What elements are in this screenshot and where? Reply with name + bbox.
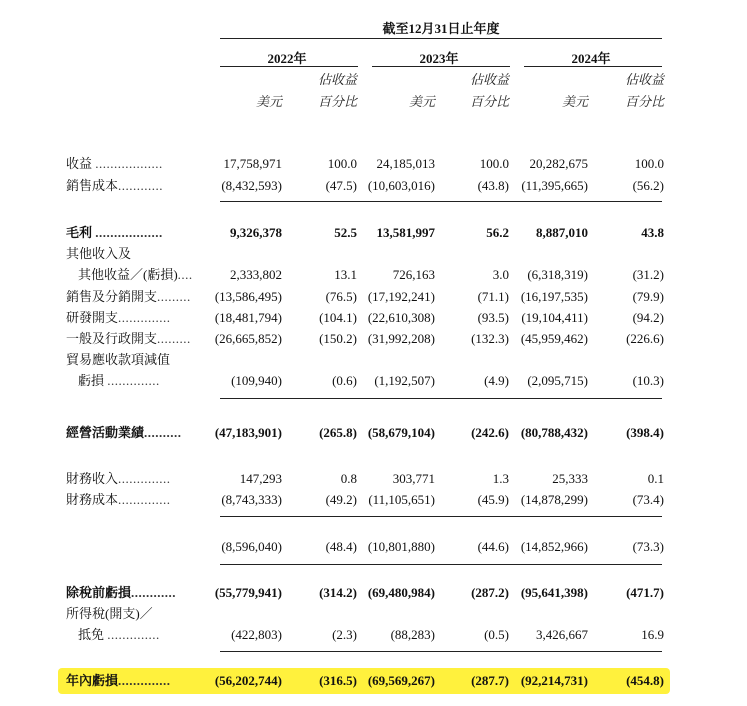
table-row-finance-costs (0, 489, 747, 511)
finance-costs-2022-pct: (49.2) (325, 492, 357, 507)
operating-block-rule (220, 398, 662, 399)
impairment-2024-usd: (2,095,715) (527, 373, 588, 388)
finance-costs-2024-usd: (14,878,299) (520, 492, 588, 507)
period-heading: 截至12月31日止年度 (382, 21, 500, 36)
loss-before-tax-2024-usd: (95,641,398) (520, 585, 588, 600)
loss-for-year-2024-pct: (454.8) (626, 673, 664, 688)
row-label: 毛利 .................. (66, 225, 163, 240)
revenue-2022-usd: 17,758,971 (223, 156, 282, 171)
other-gains-2024-pct: (31.2) (632, 267, 664, 282)
other-gains-2023-pct: 3.0 (492, 267, 509, 282)
impairment-2024-pct: (10.3) (632, 373, 664, 388)
finance-income-2022-pct: 0.8 (340, 471, 357, 486)
other-gains-2024-usd: (6,318,319) (527, 267, 588, 282)
rnd-expenses-2022-usd: (18,481,794) (214, 310, 282, 325)
usd-header-2023: 美元 (408, 94, 435, 109)
table-row-other-gains (0, 264, 747, 286)
net-finance-costs-2024-usd: (14,852,966) (520, 539, 588, 554)
table-row-income-tax-heading (0, 603, 747, 625)
table-row-finance-income (0, 468, 747, 490)
cost-of-sales-2023-usd: (10,603,016) (367, 178, 435, 193)
operating-results-2022-usd: (47,183,901) (214, 425, 282, 440)
row-label: 抵免 .............. (78, 627, 160, 642)
impairment-2022-pct: (0.6) (332, 373, 357, 388)
gross-profit-2023-pct: 56.2 (486, 225, 509, 240)
net-finance-costs-2024-pct: (73.3) (632, 539, 664, 554)
period-rule (220, 38, 662, 39)
row-label: 銷售成本............ (66, 178, 164, 193)
revenue-2022-pct: 100.0 (327, 156, 357, 171)
rnd-expenses-2023-usd: (22,610,308) (367, 310, 435, 325)
pct-header-2024-line1: 佔收益 (624, 72, 664, 87)
loss-for-year-2022-pct: (316.5) (319, 673, 357, 688)
row-label: 財務成本.............. (66, 492, 171, 507)
loss-before-tax-2023-pct: (287.2) (471, 585, 509, 600)
year-2022-heading: 2022年 (267, 51, 307, 66)
table-row-selling-expenses (0, 286, 747, 308)
income-tax-2023-pct: (0.5) (484, 627, 509, 642)
row-label: 經營活動業績.......... (66, 425, 182, 440)
year-2022-rule (220, 66, 358, 67)
table-row-other-income-heading (0, 243, 747, 265)
row-label: 銷售及分銷開支......... (66, 289, 191, 304)
table-row-rnd-expenses (0, 307, 747, 329)
table-row-loss-for-year (0, 670, 747, 692)
table-row-cost-of-sales (0, 175, 747, 197)
year-2023-heading: 2023年 (419, 51, 459, 66)
final-block-rule (220, 651, 662, 652)
net-finance-costs-2022-usd: (8,596,040) (221, 539, 282, 554)
finance-costs-2022-usd: (8,743,333) (221, 492, 282, 507)
admin-expenses-2022-usd: (26,665,852) (214, 331, 282, 346)
loss-for-year-2023-pct: (287.7) (471, 673, 509, 688)
revenue-2023-pct: 100.0 (479, 156, 509, 171)
table-row-admin-expenses (0, 328, 747, 350)
row-label: 研發開支.............. (66, 310, 171, 325)
other-gains-2023-usd: 726,163 (392, 267, 435, 282)
row-label: 收益 .................. (66, 156, 163, 171)
selling-expenses-2022-usd: (13,586,495) (214, 289, 282, 304)
gross-profit-2022-pct: 52.5 (334, 225, 357, 240)
impairment-2022-usd: (109,940) (231, 373, 282, 388)
gross-profit-2022-usd: 9,326,378 (230, 225, 282, 240)
selling-expenses-2024-usd: (16,197,535) (520, 289, 588, 304)
revenue-2024-pct: 100.0 (634, 156, 664, 171)
finance-income-2024-pct: 0.1 (647, 471, 664, 486)
income-tax-2023-usd: (88,283) (390, 627, 435, 642)
finance-income-2023-usd: 303,771 (392, 471, 435, 486)
cost-of-sales-2024-pct: (56.2) (632, 178, 664, 193)
loss-before-tax-2022-usd: (55,779,941) (214, 585, 282, 600)
table-row-net-finance-costs (0, 536, 747, 558)
rnd-expenses-2024-usd: (19,104,411) (521, 310, 588, 325)
impairment-2023-pct: (4.9) (484, 373, 509, 388)
net-finance-costs-2022-pct: (48.4) (325, 539, 357, 554)
admin-expenses-2024-usd: (45,959,462) (520, 331, 588, 346)
table-row-impairment-heading (0, 349, 747, 371)
pct-header-2023-line2: 百分比 (469, 94, 509, 109)
selling-expenses-2024-pct: (79.9) (632, 289, 664, 304)
usd-header-2024: 美元 (561, 94, 588, 109)
row-label: 一般及行政開支......... (66, 331, 191, 346)
row-label: 其他收益／(虧損).... (78, 267, 193, 282)
finance-income-2022-usd: 147,293 (239, 471, 282, 486)
selling-expenses-2023-usd: (17,192,241) (367, 289, 435, 304)
finance-costs-2023-pct: (45.9) (477, 492, 509, 507)
income-tax-2022-usd: (422,803) (231, 627, 282, 642)
year-2024-heading: 2024年 (571, 51, 611, 66)
finance-income-2024-usd: 25,333 (552, 471, 588, 486)
gross-profit-2023-usd: 13,581,997 (376, 225, 435, 240)
cost-of-sales-2022-usd: (8,432,593) (221, 178, 282, 193)
impairment-2023-usd: (1,192,507) (374, 373, 435, 388)
cost-of-sales-2023-pct: (43.8) (477, 178, 509, 193)
admin-expenses-2023-pct: (132.3) (471, 331, 509, 346)
row-label: 貿易應收款項減值 (66, 352, 171, 367)
pct-header-2023-line1: 佔收益 (469, 72, 509, 87)
finance-income-2023-pct: 1.3 (492, 471, 509, 486)
admin-expenses-2022-pct: (150.2) (319, 331, 357, 346)
year-2023-rule (372, 66, 510, 67)
table-row-operating-results (0, 422, 747, 444)
operating-results-2023-usd: (58,679,104) (367, 425, 435, 440)
pct-header-2022-line2: 百分比 (317, 94, 357, 109)
operating-results-2024-pct: (398.4) (626, 425, 664, 440)
pretax-block-rule (220, 564, 662, 565)
other-gains-2022-usd: 2,333,802 (230, 267, 282, 282)
loss-for-year-2023-usd: (69,569,267) (367, 673, 435, 688)
table-row-loss-before-tax (0, 582, 747, 604)
table-row-gross-profit (0, 222, 747, 244)
loss-before-tax-2022-pct: (314.2) (319, 585, 357, 600)
selling-expenses-2022-pct: (76.5) (325, 289, 357, 304)
admin-expenses-2024-pct: (226.6) (626, 331, 664, 346)
table-row-income-tax-credit (0, 624, 747, 646)
loss-for-year-2022-usd: (56,202,744) (214, 673, 282, 688)
operating-results-2023-pct: (242.6) (471, 425, 509, 440)
rnd-expenses-2022-pct: (104.1) (319, 310, 357, 325)
row-label: 年內虧損.............. (66, 673, 171, 688)
revenue-2024-usd: 20,282,675 (529, 156, 588, 171)
revenue-block-rule (220, 201, 662, 202)
gross-profit-2024-pct: 43.8 (641, 225, 664, 240)
net-finance-costs-2023-usd: (10,801,880) (367, 539, 435, 554)
net-finance-costs-2023-pct: (44.6) (477, 539, 509, 554)
rnd-expenses-2023-pct: (93.5) (477, 310, 509, 325)
finance-costs-2023-usd: (11,105,651) (368, 492, 435, 507)
row-label: 其他收入及 (66, 246, 132, 261)
gross-profit-2024-usd: 8,887,010 (536, 225, 588, 240)
loss-before-tax-2024-pct: (471.7) (626, 585, 664, 600)
loss-before-tax-2023-usd: (69,480,984) (367, 585, 435, 600)
loss-for-year-2024-usd: (92,214,731) (520, 673, 588, 688)
operating-results-2024-usd: (80,788,432) (520, 425, 588, 440)
cost-of-sales-2022-pct: (47.5) (325, 178, 357, 193)
table-row-revenue (0, 153, 747, 175)
pct-header-2024-line2: 百分比 (624, 94, 664, 109)
revenue-2023-usd: 24,185,013 (376, 156, 435, 171)
year-2024-rule (524, 66, 662, 67)
income-tax-2022-pct: (2.3) (332, 627, 357, 642)
other-gains-2022-pct: 13.1 (334, 267, 357, 282)
row-label: 虧損 .............. (78, 373, 160, 388)
row-label: 除稅前虧損............ (66, 585, 177, 600)
admin-expenses-2023-usd: (31,992,208) (367, 331, 435, 346)
cost-of-sales-2024-usd: (11,395,665) (521, 178, 588, 193)
pct-header-2022-line1: 佔收益 (317, 72, 357, 87)
finance-block-rule (220, 516, 662, 517)
income-tax-2024-pct: 16.9 (641, 627, 664, 642)
operating-results-2022-pct: (265.8) (319, 425, 357, 440)
usd-header-2022: 美元 (255, 94, 282, 109)
row-label: 財務收入.............. (66, 471, 171, 486)
rnd-expenses-2024-pct: (94.2) (632, 310, 664, 325)
table-row-impairment-losses (0, 370, 747, 392)
row-label: 所得稅(開支)／ (66, 606, 153, 621)
income-tax-2024-usd: 3,426,667 (536, 627, 588, 642)
finance-costs-2024-pct: (73.4) (632, 492, 664, 507)
selling-expenses-2023-pct: (71.1) (477, 289, 509, 304)
